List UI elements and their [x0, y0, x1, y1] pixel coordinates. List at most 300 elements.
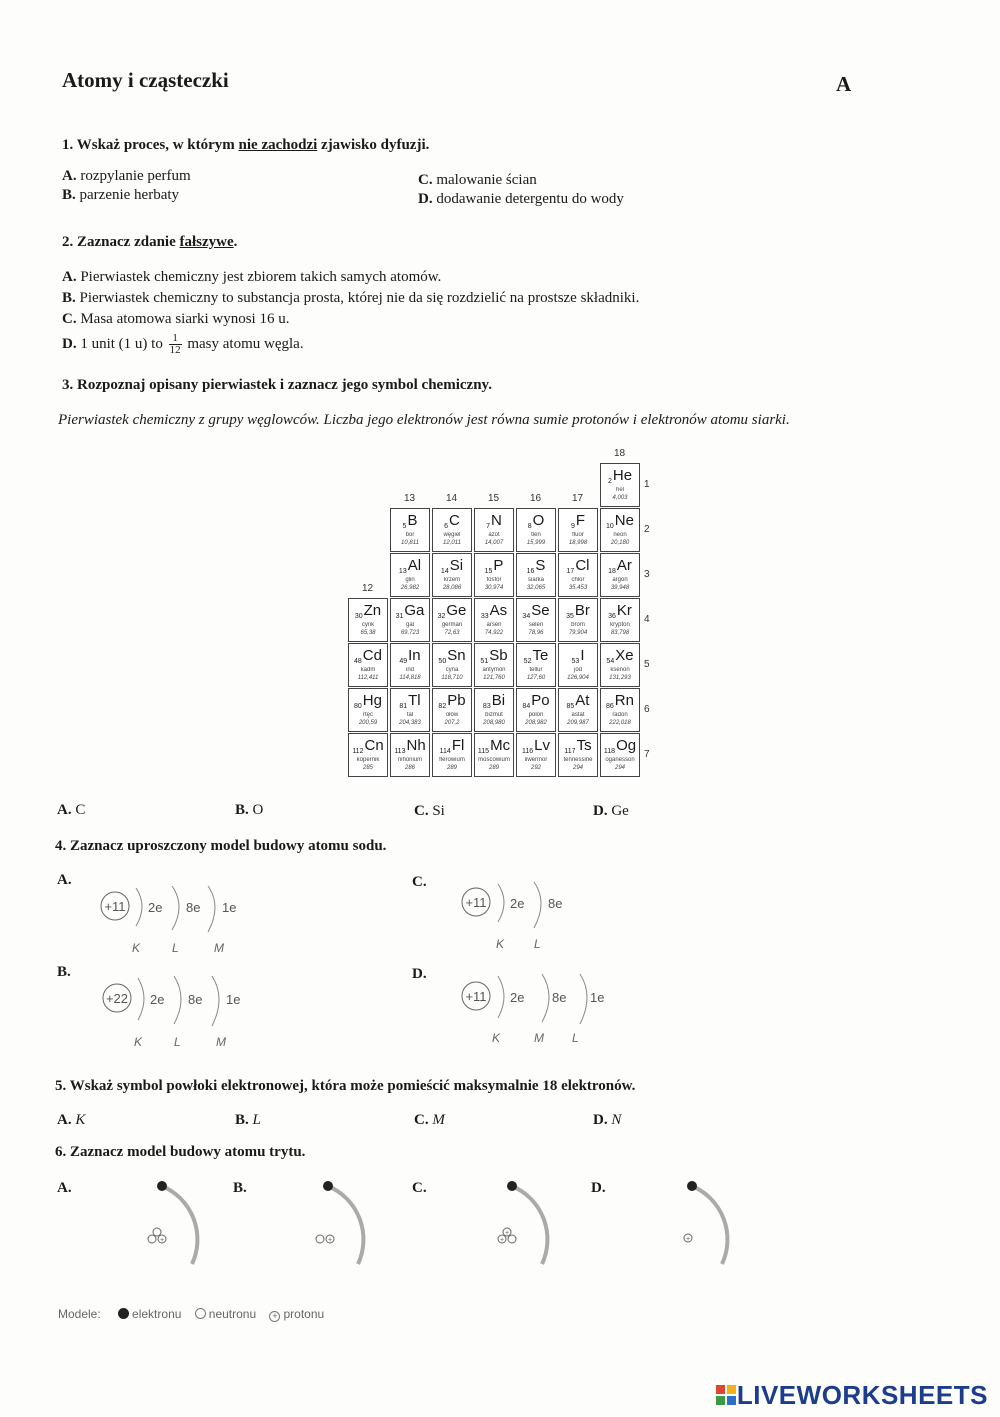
models-legend: Modele: elektronu neutronu + protonu	[58, 1307, 325, 1321]
atomic-number: 54	[606, 658, 615, 665]
orbit-arc	[328, 1186, 363, 1264]
q6-option-a-letter[interactable]: A.	[57, 1180, 72, 1196]
atomic-number: 49	[399, 658, 408, 665]
q4-model-d[interactable]	[452, 972, 632, 1048]
shell-label: K	[132, 941, 141, 955]
atomic-number: 115	[477, 748, 490, 755]
atomic-number: 50	[438, 658, 447, 665]
element-cell-i	[558, 643, 598, 687]
element-name: krypton	[610, 622, 630, 628]
orbit-arc	[512, 1186, 547, 1264]
element-name: polon	[528, 712, 544, 718]
atomic-number: 48	[354, 658, 362, 665]
atomic-number: 6	[444, 523, 449, 530]
q4-option-a-letter[interactable]: A.	[57, 872, 72, 888]
element-symbol: Po	[531, 692, 550, 709]
atomic-number: 85	[566, 703, 575, 710]
neutron-legend-icon	[195, 1308, 206, 1319]
atomic-mass: 79,904	[568, 630, 588, 636]
nucleus-charge: +11	[465, 895, 487, 910]
atomic-number: 36	[608, 613, 616, 620]
period-label-5: 5	[644, 659, 650, 670]
atomic-mass: 289	[488, 765, 499, 771]
shell-label: K	[496, 937, 505, 951]
atomic-number: 51	[480, 658, 489, 665]
group-header-17: 17	[572, 493, 584, 504]
atomic-mass: 18,998	[568, 540, 588, 546]
element-name: azot	[488, 532, 500, 538]
q5-option-b[interactable]: B. L	[235, 1112, 261, 1128]
element-symbol: Se	[531, 602, 550, 619]
atomic-number: 18	[608, 568, 616, 575]
element-cell-rn	[600, 688, 640, 732]
element-cell-al	[390, 553, 430, 597]
element-name: neon	[613, 532, 627, 538]
shell-label: K	[492, 1031, 501, 1045]
element-name: antymon	[482, 667, 506, 673]
atomic-mass: 12,011	[443, 540, 461, 546]
proton-plus-glyph: +	[685, 1236, 691, 1243]
element-symbol: Kr	[616, 602, 632, 619]
element-symbol: Ne	[614, 512, 634, 529]
q4-option-c-letter[interactable]: C.	[412, 874, 427, 890]
atomic-number: 17	[566, 568, 575, 575]
neutron-circle	[508, 1235, 516, 1243]
question-2: 2. Zaznacz zdanie fałszywe.	[62, 234, 238, 250]
shell-electrons: 1e	[222, 900, 237, 915]
atomic-mass: 121,760	[483, 675, 505, 681]
q1-option-c[interactable]: C. malowanie ścian	[418, 172, 537, 188]
element-name: rtęć	[362, 712, 373, 718]
shell-label: M	[534, 1031, 544, 1045]
atomic-number: 10	[606, 523, 614, 530]
element-cell-zn	[348, 598, 388, 642]
element-name: cyna	[445, 667, 459, 673]
q5-option-d[interactable]: D. N	[593, 1112, 622, 1128]
atomic-mass: 32,065	[526, 585, 546, 591]
atomic-number: 53	[571, 658, 580, 665]
electron-dot	[157, 1181, 167, 1191]
orbit-arc	[692, 1186, 727, 1264]
element-name: bizmut	[485, 712, 503, 718]
shell-label: L	[174, 1035, 181, 1049]
atomic-mass: 200,59	[358, 720, 378, 726]
element-cell-c	[432, 508, 472, 552]
q1-option-d[interactable]: D. dodawanie detergentu do wody	[418, 191, 624, 207]
atomic-mass: 208,982	[525, 720, 547, 726]
shell-arc	[174, 976, 181, 1024]
element-symbol: N	[491, 512, 502, 529]
atomic-mass: 28,086	[442, 585, 462, 591]
element-cell-sb	[474, 643, 514, 687]
element-symbol: Ge	[446, 602, 467, 619]
atomic-mass: 30,974	[484, 585, 504, 591]
atomic-number: 116	[521, 748, 534, 755]
element-name: cynk	[361, 622, 375, 628]
q2-option-d[interactable]: D. 1 unit (1 u) to $\frac{1}{12}$ masy atomu węgla.	[62, 332, 304, 356]
q6-model-b[interactable]	[296, 1172, 396, 1272]
group-header-12: 12	[362, 583, 374, 594]
element-name: argon	[612, 577, 628, 583]
atomic-mass: 39,948	[610, 585, 630, 591]
element-symbol: I	[580, 647, 585, 664]
element-symbol: Ga	[404, 602, 425, 619]
element-name: glin	[405, 577, 415, 583]
atomic-number: 8	[527, 523, 532, 530]
q3-option-b[interactable]: B. O	[235, 802, 264, 818]
shell-label: K	[134, 1035, 143, 1049]
element-cell-po	[516, 688, 556, 732]
element-name: nihonium	[397, 757, 423, 763]
q2-option-c[interactable]: C. Masa atomowa siarki wynosi 16 u.	[62, 311, 290, 327]
electron-dot	[507, 1181, 517, 1191]
shell-arc	[534, 882, 541, 928]
shell-electrons: 8e	[188, 992, 203, 1007]
group-header-16: 16	[530, 493, 542, 504]
atomic-mass: 35,453	[568, 585, 588, 591]
shell-arc	[138, 978, 144, 1020]
orbit-arc	[159, 1186, 197, 1264]
atomic-mass: 83,798	[610, 630, 630, 636]
element-symbol: Bi	[491, 692, 506, 709]
group-header-14: 14	[446, 493, 458, 504]
element-cell-n	[474, 508, 514, 552]
element-name: jod	[573, 667, 582, 673]
element-symbol: Cl	[575, 557, 590, 574]
element-name: flerowium	[439, 757, 465, 763]
atomic-mass: 127,60	[526, 675, 546, 681]
element-name: chlor	[571, 577, 585, 583]
atomic-number: 14	[440, 568, 449, 575]
q1-option-a[interactable]: A. rozpylanie perfum	[62, 168, 191, 184]
atomic-mass: 26,982	[400, 585, 420, 591]
shell-electrons: 8e	[552, 990, 567, 1005]
element-cell-mc	[474, 733, 514, 777]
element-symbol: Te	[532, 647, 549, 664]
element-symbol: Al	[407, 557, 422, 574]
element-name: kadm	[360, 667, 376, 673]
atomic-mass: 114,818	[399, 675, 421, 681]
element-symbol: Mc	[490, 737, 511, 754]
shell-label: L	[172, 941, 179, 955]
shell-electrons: 1e	[226, 992, 241, 1007]
element-symbol: Sb	[489, 647, 508, 664]
element-symbol: Hg	[362, 692, 382, 709]
q6-model-d[interactable]	[660, 1172, 760, 1272]
shell-label: M	[214, 941, 224, 955]
element-cell-f	[558, 508, 598, 552]
q6-option-d-letter[interactable]: D.	[591, 1180, 606, 1196]
element-symbol: F	[575, 512, 586, 529]
shell-arc	[172, 886, 179, 930]
element-symbol: Tl	[408, 692, 421, 709]
proton-plus-glyph: +	[159, 1237, 165, 1244]
atomic-mass: 14,007	[484, 540, 504, 546]
atomic-number: 112	[352, 748, 364, 755]
element-cell-lv	[516, 733, 556, 777]
period-label-6: 6	[644, 704, 650, 715]
atomic-number: 30	[354, 613, 363, 620]
atomic-number: 13	[398, 568, 407, 575]
atomic-number: 82	[438, 703, 447, 710]
atomic-number: 7	[486, 523, 491, 530]
atomic-mass: 208,980	[483, 720, 505, 726]
atomic-mass: 15,999	[526, 540, 546, 546]
q3-option-c[interactable]: C. Si	[414, 803, 445, 819]
liveworksheets-logo: LIVEWORKSHEETS	[715, 1380, 988, 1411]
element-symbol: O	[532, 512, 545, 529]
element-symbol: Og	[616, 737, 637, 754]
electron-legend-icon	[118, 1308, 129, 1319]
period-label-7: 7	[644, 749, 650, 760]
element-symbol: S	[535, 557, 546, 574]
atomic-mass: 222,018	[609, 720, 631, 726]
element-cell-bi	[474, 688, 514, 732]
element-cell-cn	[348, 733, 388, 777]
shell-label: L	[572, 1031, 579, 1045]
atomic-mass: 112,411	[357, 675, 379, 681]
atomic-number: 16	[526, 568, 535, 575]
q2-option-a[interactable]: A. Pierwiastek chemiczny jest zbiorem takich samych atomów.	[62, 269, 442, 285]
atomic-number: 2	[607, 478, 612, 485]
period-label-1: 1	[644, 479, 650, 490]
element-symbol: Lv	[534, 737, 550, 754]
element-name: tal	[406, 712, 414, 718]
group-header-18: 18	[614, 448, 626, 459]
element-cell-ge	[432, 598, 472, 642]
element-cell-pb	[432, 688, 472, 732]
nucleus-charge: +22	[105, 991, 129, 1006]
atomic-number: 113	[394, 748, 406, 755]
atomic-number: 32	[437, 613, 446, 620]
element-name: oganesson	[605, 757, 635, 763]
atomic-number: 33	[480, 613, 489, 620]
element-name: gal	[405, 622, 414, 628]
shell-arc	[498, 976, 504, 1018]
q3-description: Pierwiastek chemiczny z grupy węglowców. Liczba jego elektronów jest równa sumie protonów i elektronów atomu siarki.	[58, 412, 790, 428]
proton-plus-glyph: +	[499, 1237, 505, 1244]
logo-squares-icon	[715, 1384, 737, 1406]
shell-label: M	[216, 1035, 226, 1049]
atomic-mass: 207,2	[444, 720, 460, 726]
element-name: krzem	[443, 577, 461, 583]
atomic-number: 84	[522, 703, 531, 710]
proton-plus-glyph: +	[504, 1230, 510, 1237]
element-symbol: Rn	[614, 692, 634, 709]
element-cell-at	[558, 688, 598, 732]
element-cell-ga	[390, 598, 430, 642]
shell-arc	[542, 974, 549, 1022]
shell-electrons: 2e	[150, 992, 165, 1007]
q5-option-c[interactable]: C. M	[414, 1112, 445, 1128]
atomic-number: 5	[402, 523, 407, 530]
proton-plus-glyph: +	[327, 1237, 333, 1244]
element-symbol: Xe	[615, 647, 634, 664]
proton-legend-icon: +	[269, 1311, 280, 1322]
element-name: ołów	[445, 712, 459, 718]
question-6: 6. Zaznacz model budowy atomu trytu.	[55, 1144, 306, 1160]
element-cell-s	[516, 553, 556, 597]
period-label-4: 4	[644, 614, 650, 625]
element-cell-te	[516, 643, 556, 687]
element-symbol: Ar	[616, 557, 632, 574]
q6-model-c[interactable]	[480, 1172, 580, 1272]
element-cell-o	[516, 508, 556, 552]
atomic-mass: 286	[404, 765, 415, 771]
element-symbol: Fl	[451, 737, 465, 754]
q3-option-a[interactable]: A. C	[57, 802, 86, 818]
atomic-mass: 72,63	[444, 630, 460, 636]
variant-letter: A	[836, 72, 852, 96]
atomic-number: 9	[570, 523, 575, 530]
element-name: astat	[571, 712, 585, 718]
element-symbol: B	[407, 512, 418, 529]
element-name: hel	[615, 487, 624, 493]
element-name: tennessine	[563, 757, 593, 763]
element-cell-se	[516, 598, 556, 642]
atomic-mass: 285	[362, 765, 373, 771]
shell-electrons: 2e	[510, 990, 525, 1005]
element-name: węgiel	[443, 532, 461, 538]
element-symbol: Pb	[447, 692, 466, 709]
neutron-circle	[153, 1228, 161, 1236]
element-name: tlen	[531, 532, 541, 538]
element-symbol: Zn	[363, 602, 382, 619]
element-name: bor	[405, 532, 415, 538]
shell-label: L	[534, 937, 541, 951]
q6-option-b-letter[interactable]: B.	[233, 1180, 247, 1196]
atomic-number: 81	[399, 703, 408, 710]
q3-option-d[interactable]: D. Ge	[593, 803, 629, 819]
atomic-mass: 204,383	[399, 720, 421, 726]
element-cell-he	[600, 463, 640, 507]
element-name: fosfor	[486, 577, 502, 583]
atomic-number: 52	[523, 658, 532, 665]
group-header-15: 15	[488, 493, 500, 504]
element-cell-ne	[600, 508, 640, 552]
element-cell-b	[390, 508, 430, 552]
shell-arc	[208, 886, 215, 932]
element-name: ksenon	[610, 667, 630, 673]
element-cell-ts	[558, 733, 598, 777]
shell-electrons: 1e	[590, 990, 605, 1005]
neutron-circle	[148, 1235, 156, 1243]
q4-model-b[interactable]	[94, 974, 274, 1050]
element-symbol: C	[449, 512, 460, 529]
nucleus-charge: +11	[465, 989, 487, 1004]
element-symbol: He	[612, 467, 633, 484]
element-cell-as	[474, 598, 514, 642]
atomic-mass: 10,811	[401, 540, 419, 546]
shell-arc	[498, 884, 504, 922]
element-name: fluor	[572, 532, 584, 538]
question-1: 1. Wskaż proces, w którym nie zachodzi zjawisko dyfuzji.	[62, 137, 430, 153]
element-cell-og	[600, 733, 640, 777]
atomic-mass: 131,293	[609, 675, 631, 681]
element-name: german	[441, 622, 463, 628]
atomic-number: 35	[566, 613, 574, 620]
period-label-2: 2	[644, 524, 650, 535]
question-3: 3. Rozpoznaj opisany pierwiastek i zaznacz jego symbol chemiczny.	[62, 377, 492, 393]
atomic-number: 114	[439, 748, 451, 755]
atomic-mass: 65,38	[360, 630, 376, 636]
element-symbol: Ts	[576, 737, 592, 754]
atomic-mass: 126,904	[567, 675, 589, 681]
q1-option-b[interactable]: B. parzenie herbaty	[62, 187, 180, 203]
q6-model-a[interactable]	[130, 1172, 230, 1272]
q4-option-b-letter[interactable]: B.	[57, 964, 71, 980]
atomic-number: 86	[606, 703, 614, 710]
element-symbol: As	[489, 602, 508, 619]
element-symbol: Sn	[447, 647, 466, 664]
fraction-one-twelfth: $\frac{1}{12}$	[169, 332, 181, 356]
shell-electrons: 8e	[548, 896, 563, 911]
shell-arc	[212, 976, 219, 1026]
atomic-number: 118	[603, 748, 616, 755]
question-5: 5. Wskaż symbol powłoki elektronowej, która może pomieścić maksymalnie 18 elektronów.	[55, 1078, 636, 1094]
period-label-3: 3	[644, 569, 650, 580]
question-4: 4. Zaznacz uproszczony model budowy atomu sodu.	[55, 838, 387, 854]
atomic-mass: 74,922	[484, 630, 504, 636]
atomic-number: 31	[395, 613, 404, 620]
element-name: arsen	[486, 622, 502, 628]
shell-electrons: 2e	[148, 900, 163, 915]
element-symbol: P	[493, 557, 504, 574]
atomic-mass: 209,987	[567, 720, 589, 726]
element-cell-ar	[600, 553, 640, 597]
element-name: selen	[528, 622, 544, 628]
shell-arc	[136, 888, 142, 926]
atomic-mass: 4,003	[612, 495, 628, 501]
shell-electrons: 2e	[510, 896, 525, 911]
element-name: ind	[405, 667, 414, 673]
element-cell-sn	[432, 643, 472, 687]
q4-model-c[interactable]	[452, 880, 612, 952]
shell-arc	[580, 974, 587, 1024]
neutron-circle	[316, 1235, 324, 1243]
atomic-mass: 294	[614, 765, 625, 771]
element-cell-p	[474, 553, 514, 597]
element-cell-in	[390, 643, 430, 687]
atomic-number: 15	[484, 568, 493, 575]
element-cell-nh	[390, 733, 430, 777]
atomic-number: 80	[354, 703, 362, 710]
element-symbol: Br	[574, 602, 590, 619]
element-symbol: In	[408, 647, 421, 664]
atomic-mass: 289	[446, 765, 457, 771]
atomic-mass: 78,96	[528, 630, 544, 636]
q5-option-a[interactable]: A. K	[57, 1112, 86, 1128]
element-cell-cd	[348, 643, 388, 687]
element-cell-fl	[432, 733, 472, 777]
element-cell-hg	[348, 688, 388, 732]
element-cell-br	[558, 598, 598, 642]
q2-option-b[interactable]: B. Pierwiastek chemiczny to substancja prosta, której nie da się rozdzielić na prostsze składniki.	[62, 290, 640, 306]
element-name: tellur	[529, 667, 543, 673]
element-cell-xe	[600, 643, 640, 687]
element-symbol: At	[575, 692, 590, 709]
nucleus-charge: +11	[104, 899, 126, 914]
q6-option-c-letter[interactable]: C.	[412, 1180, 427, 1196]
element-cell-si	[432, 553, 472, 597]
shell-electrons: 8e	[186, 900, 201, 915]
atomic-number: 83	[482, 703, 491, 710]
q4-model-a[interactable]	[92, 884, 272, 956]
q4-option-d-letter[interactable]: D.	[412, 966, 427, 982]
element-name: moscowium	[478, 757, 510, 763]
electron-dot	[323, 1181, 333, 1191]
element-symbol: Nh	[406, 737, 426, 754]
